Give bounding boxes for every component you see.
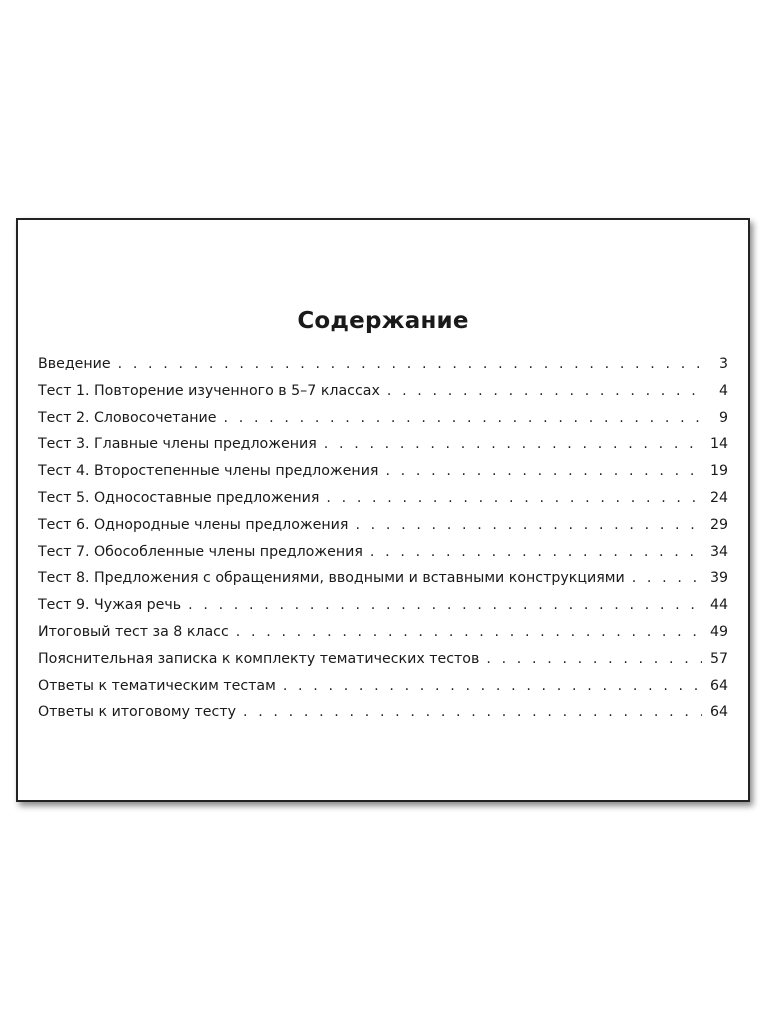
dot-leader (385, 463, 701, 479)
toc-entry-test-2 (38, 410, 728, 437)
toc-entry-page: 64 (709, 677, 728, 694)
toc-entry-label: Тест 7. Обособленные члены предложения (38, 543, 363, 560)
toc-entry-test-6 (38, 517, 728, 544)
dot-leader (370, 544, 702, 560)
toc-entry-label: Тест 3. Главные члены предложения (38, 436, 317, 453)
toc-entry-page: 34 (709, 543, 728, 560)
toc-entry-test-1 (38, 383, 728, 410)
toc-entry-test-8 (38, 570, 728, 597)
toc-entry-page: 49 (709, 623, 728, 640)
dot-leader (632, 570, 702, 586)
toc-entry-explanatory-note (38, 651, 728, 678)
toc-entry-test-9 (38, 597, 728, 624)
dot-leader (283, 678, 702, 694)
toc-entry-label: Введение (38, 356, 111, 372)
toc-entry-label: Тест 1. Повторение изученного в 5–7 классах (38, 382, 380, 399)
toc-entry-label: Тест 4. Второстепенные члены предложения (38, 463, 379, 480)
toc-entry-thematic-answers (38, 678, 728, 705)
toc-entry-label: Тест 2. Словосочетание (38, 409, 217, 426)
toc-entry-label: Тест 5. Односоставные предложения (38, 489, 320, 506)
toc-entry-label: Итоговый тест за 8 класс (38, 623, 229, 640)
toc-entry-final-answers (38, 704, 728, 731)
toc-entry-page: 57 (709, 650, 728, 667)
toc-entry-label: Пояснительная записка к комплекту тематических тестов (38, 650, 480, 667)
toc-entry-page: 64 (709, 704, 728, 721)
toc-entry-page: 19 (709, 463, 728, 480)
dot-leader (387, 383, 706, 399)
toc-entry-page: 14 (709, 436, 728, 453)
toc-entry-page: 4 (718, 382, 728, 399)
toc-entry-page: 44 (709, 597, 728, 614)
toc-entry-introduction (38, 356, 728, 383)
toc-entry-test-4 (38, 463, 728, 490)
toc-entry-page: 3 (718, 356, 728, 372)
dot-leader (118, 356, 706, 372)
page-title: Содержание (297, 308, 469, 334)
toc-entry-test-5 (38, 490, 728, 517)
dot-leader (326, 490, 702, 506)
dot-leader (355, 517, 702, 533)
dot-leader (243, 704, 702, 720)
toc-entry-label: Тест 9. Чужая речь (38, 597, 182, 614)
toc-entry-page: 29 (709, 516, 728, 533)
toc-entry-page: 9 (718, 409, 728, 426)
toc-entry-final-test (38, 624, 728, 651)
toc-entry-test-3 (38, 436, 728, 463)
dot-leader (224, 410, 707, 426)
toc-entry-label: Ответы к тематическим тестам (38, 677, 276, 694)
dot-leader (324, 436, 702, 452)
dot-leader (486, 651, 702, 667)
table-of-contents (38, 356, 728, 731)
dot-leader (188, 597, 702, 613)
toc-entry-label: Тест 8. Предложения с обращениями, вводными и вставными конструкциями (38, 570, 625, 587)
toc-entry-test-7 (38, 544, 728, 571)
toc-entry-page: 39 (709, 570, 728, 587)
toc-entry-label: Тест 6. Однородные члены предложения (38, 516, 349, 533)
document-page (16, 218, 750, 802)
dot-leader (236, 624, 702, 640)
toc-entry-page: 24 (709, 489, 728, 506)
toc-entry-label: Ответы к итоговому тесту (38, 704, 236, 721)
